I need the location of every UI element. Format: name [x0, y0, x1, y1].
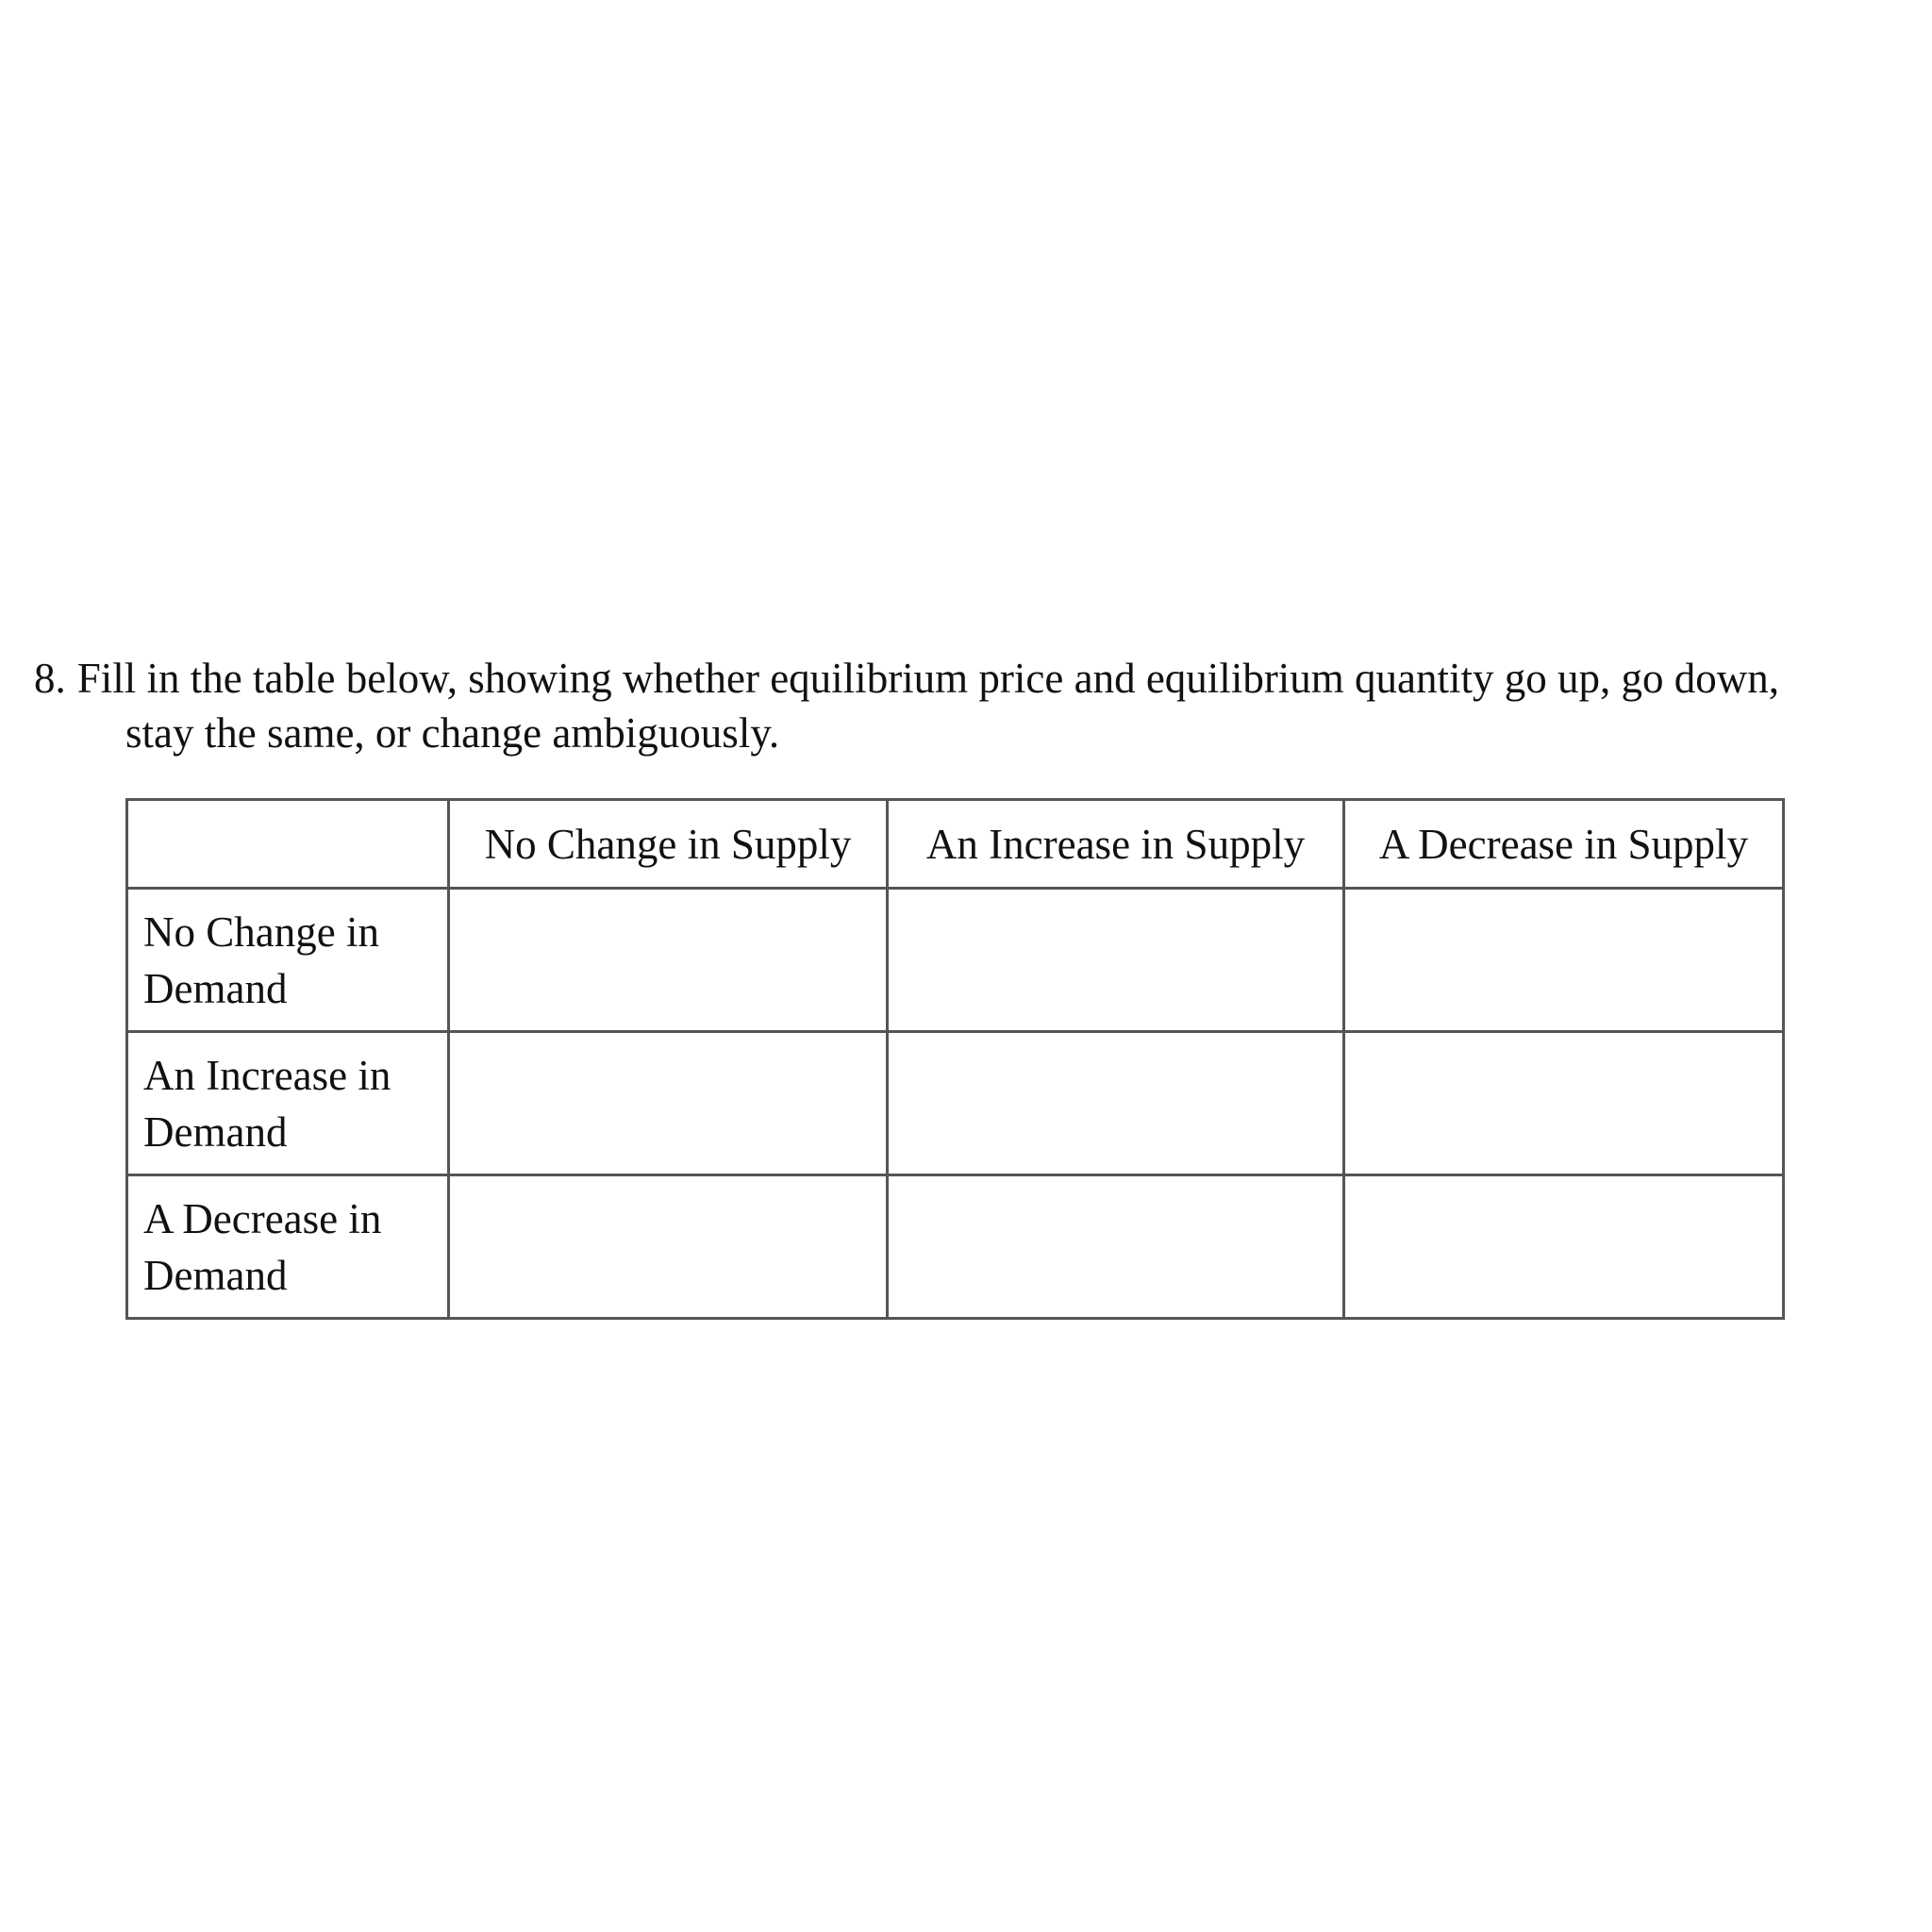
row-header-decrease-demand: A Decrease in Demand	[127, 1175, 449, 1319]
table-header-row	[127, 800, 1784, 889]
table-cell[interactable]	[1344, 1175, 1784, 1319]
row-header-increase-demand: An Increase in Demand	[127, 1032, 449, 1175]
question-text-block	[34, 651, 1826, 760]
question-prompt: Fill in the table below, showing whether equilibrium price and equilibrium quantity go up, go down, stay the same, or change ambiguously.	[76, 655, 1780, 757]
column-header-increase-supply: An Increase in Supply	[888, 800, 1344, 889]
supply-demand-table	[125, 798, 1785, 1320]
table-row	[127, 1175, 1784, 1319]
table-row	[127, 1032, 1784, 1175]
question-number: 8.	[34, 655, 66, 702]
table-cell[interactable]	[888, 1032, 1344, 1175]
column-header-decrease-supply: A Decrease in Supply	[1344, 800, 1784, 889]
column-header-no-change-supply: No Change in Supply	[449, 800, 888, 889]
table-cell[interactable]	[888, 1175, 1344, 1319]
table-cell[interactable]	[449, 889, 888, 1032]
row-header-no-change-demand: No Change in Demand	[127, 889, 449, 1032]
table-cell[interactable]	[1344, 889, 1784, 1032]
table-cell[interactable]	[1344, 1032, 1784, 1175]
table-row	[127, 889, 1784, 1032]
table-cell[interactable]	[449, 1032, 888, 1175]
table-corner-cell	[127, 800, 449, 889]
table-cell[interactable]	[449, 1175, 888, 1319]
table-cell[interactable]	[888, 889, 1344, 1032]
